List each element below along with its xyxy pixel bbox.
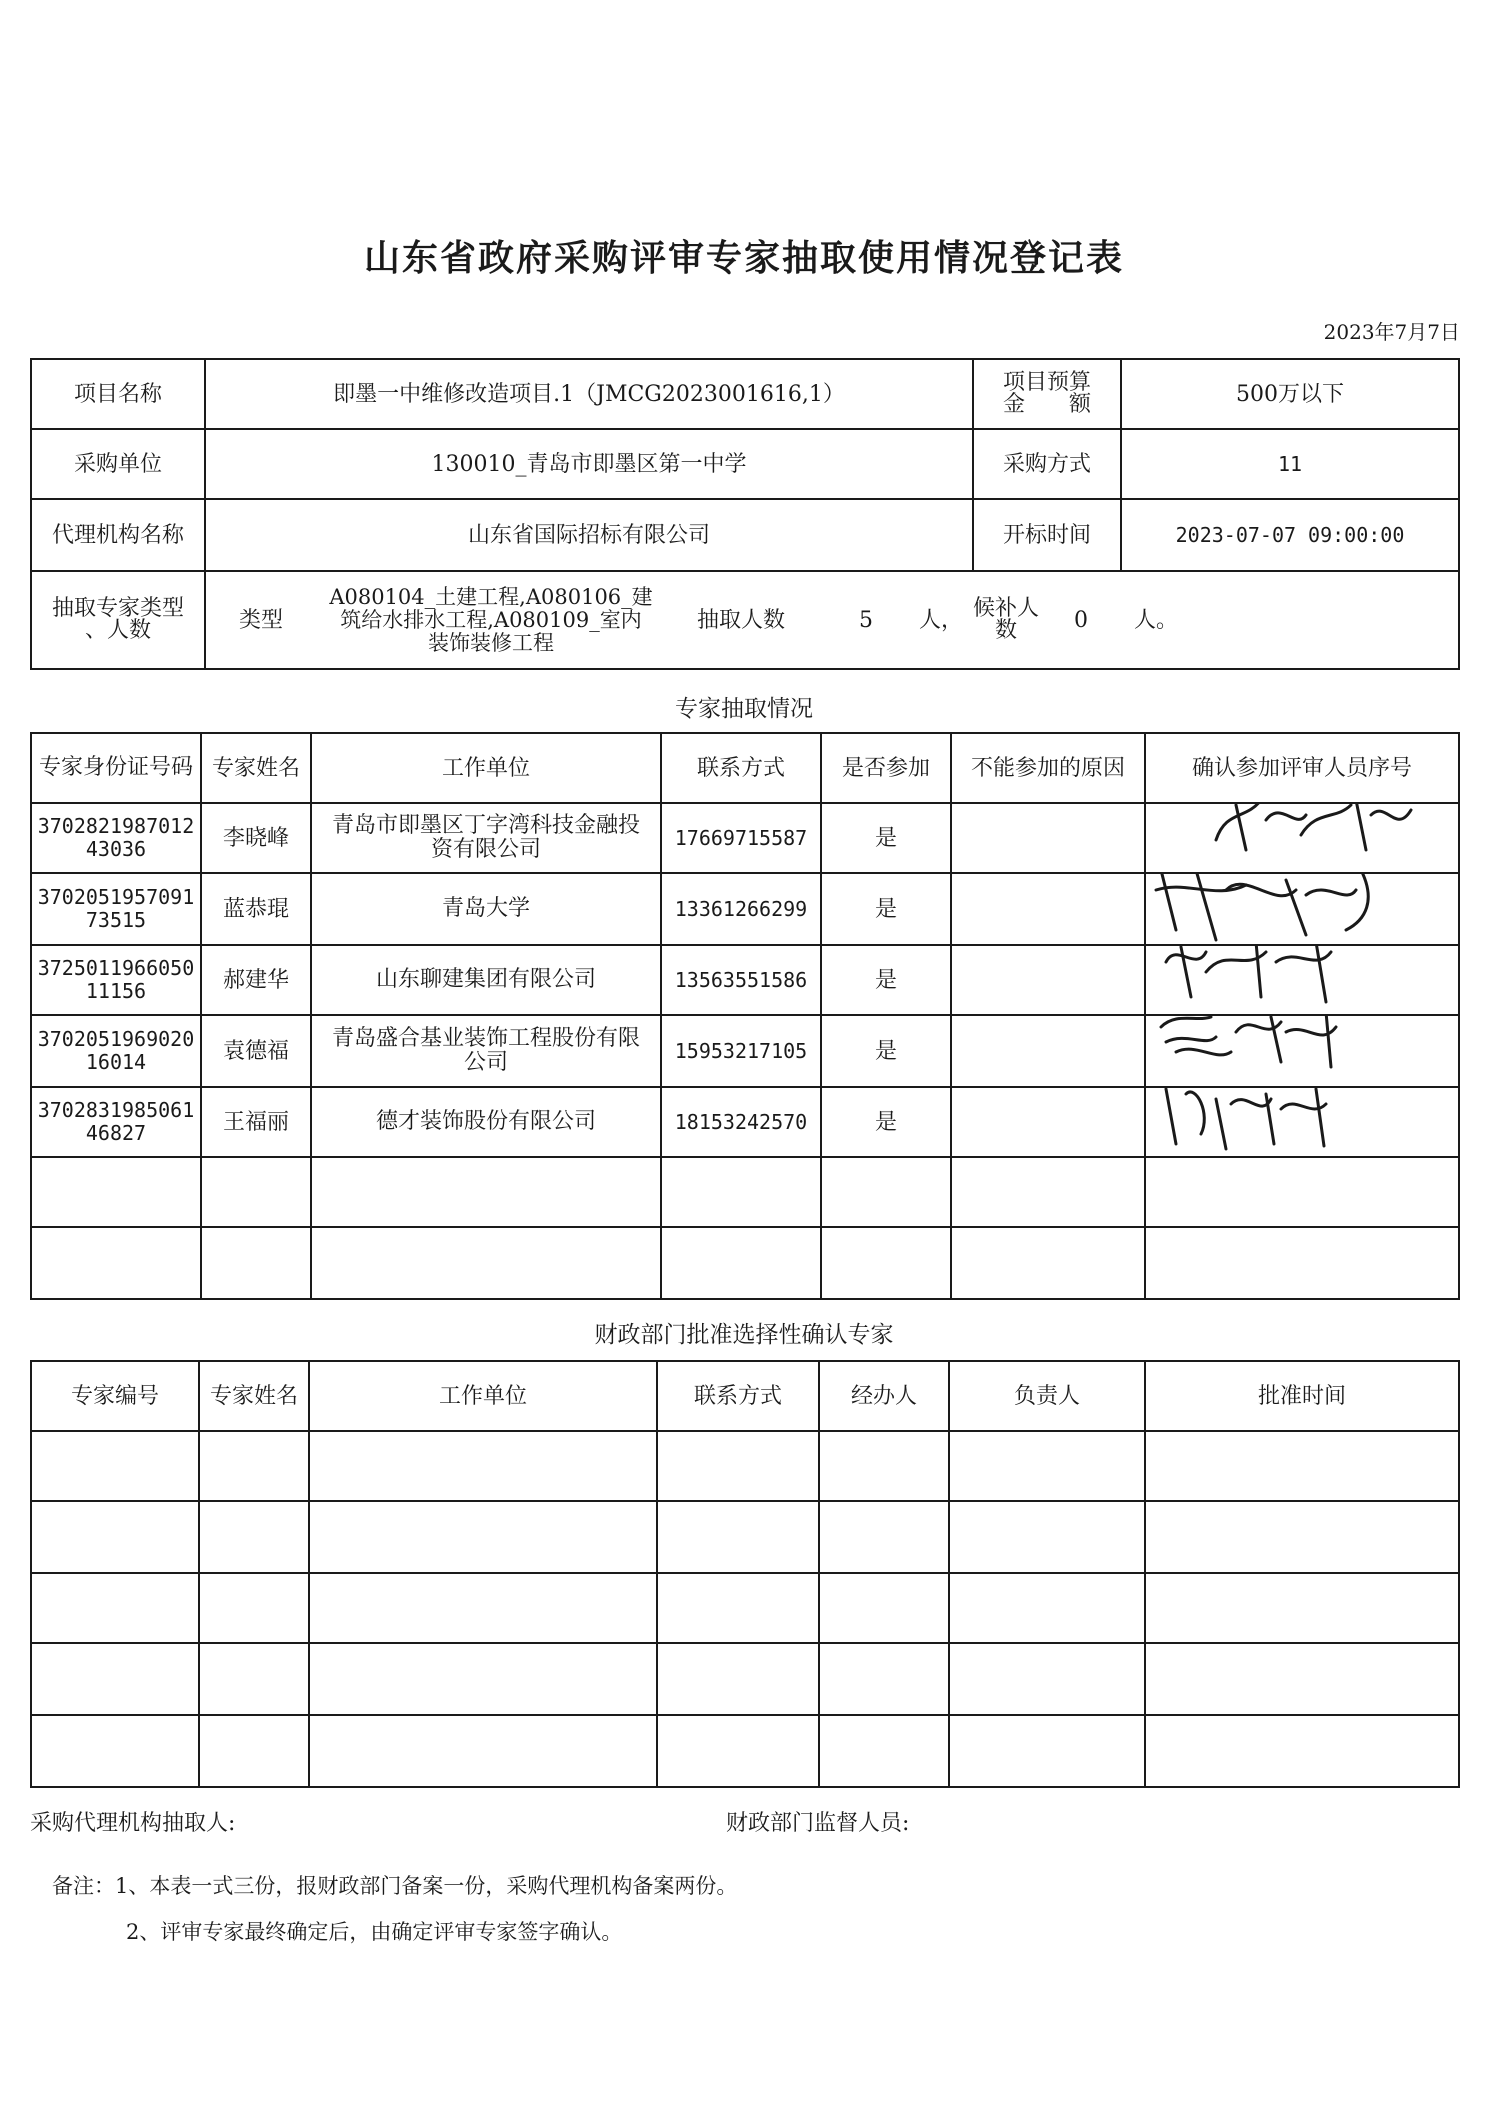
- header-name: 专家姓名: [201, 733, 311, 803]
- project-info-table: [30, 358, 1460, 670]
- approval-empty-row: [31, 1431, 1459, 1501]
- expert-signature-cell: [1145, 1087, 1459, 1157]
- expert-org-line: 青岛市即墨区丁字湾科技金融投: [331, 813, 640, 838]
- extract-label-line-1: 抽取专家类型: [51, 596, 184, 621]
- handwritten-signature: [1206, 803, 1436, 873]
- signature-stroke: [1301, 805, 1351, 835]
- expert-id-line: 43036: [85, 837, 147, 861]
- type-value-line-1: A080104_土建工程,A080106_建: [329, 584, 653, 609]
- empty-cell: [31, 1501, 199, 1573]
- empty-cell: [309, 1501, 657, 1573]
- empty-cell: [309, 1715, 657, 1787]
- empty-cell: [199, 1501, 309, 1573]
- project-name-row: [31, 359, 1459, 429]
- signature-stroke: [1356, 803, 1366, 850]
- signature-stroke: [1166, 952, 1206, 962]
- buyer-row: [31, 429, 1459, 499]
- empty-cell: [199, 1573, 309, 1643]
- expert-id-line: 16014: [85, 1050, 147, 1074]
- empty-cell: [31, 1157, 201, 1227]
- empty-cell: [199, 1431, 309, 1501]
- expert-attend: 是: [821, 803, 951, 873]
- agency-label: 代理机构名称: [31, 499, 205, 571]
- experts-section-title: 专家抽取情况: [675, 696, 813, 722]
- handwritten-signature: [1156, 1087, 1386, 1157]
- count-unit: 人，: [918, 607, 963, 633]
- empty-cell: [821, 1157, 951, 1227]
- empty-cell: [949, 1501, 1145, 1573]
- expert-id-line: 46827: [85, 1121, 147, 1145]
- expert-org-line: 资有限公司: [430, 837, 541, 862]
- expert-org-line: 山东聊建集团有限公司: [375, 967, 596, 992]
- empty-cell: [31, 1227, 201, 1299]
- expert-id-cell: [31, 873, 201, 945]
- expert-reason: [951, 803, 1145, 873]
- expert-name: 李晓峰: [201, 803, 311, 873]
- empty-cell: [657, 1643, 819, 1715]
- expert-org-line: 青岛盛合基业装饰工程股份有限: [331, 1026, 640, 1051]
- signature-stroke: [1196, 873, 1216, 940]
- extract-row: [31, 571, 1459, 669]
- empty-cell: [951, 1157, 1145, 1227]
- expert-name: 王福丽: [201, 1087, 311, 1157]
- alt-label-line-1: 候补人: [972, 596, 1039, 621]
- expert-phone: 13563551586: [661, 945, 821, 1015]
- expert-id-cell: [31, 945, 201, 1015]
- form-title: 山东省政府采购评审专家抽取使用情况登记表: [363, 237, 1124, 279]
- expert-org-line: 德才装饰股份有限公司: [375, 1109, 596, 1134]
- signature-stroke: [1161, 1017, 1211, 1027]
- header-id: [31, 733, 201, 803]
- signature-stroke: [1161, 873, 1176, 930]
- alt-label: [966, 598, 1046, 642]
- empty-cell: [1145, 1227, 1459, 1299]
- empty-cell: [821, 1227, 951, 1299]
- approval-header-row: [31, 1361, 1459, 1431]
- empty-cell: [819, 1431, 949, 1501]
- agency-extractor-label: 采购代理机构抽取人:: [30, 1811, 236, 1836]
- header-confirm: 确认参加评审人员序号: [1145, 733, 1459, 803]
- experts-table: [30, 732, 1460, 1300]
- approval-empty-row: [31, 1501, 1459, 1573]
- approval-section-title: 财政部门批准选择性确认专家: [594, 1322, 894, 1348]
- header-id-text: 专家身份证号码: [38, 755, 193, 780]
- type-value: [316, 586, 666, 655]
- expert-org-cell: [311, 945, 661, 1015]
- signature-stroke: [1306, 890, 1356, 895]
- empty-cell: [31, 1573, 199, 1643]
- expert-id-line: 11156: [85, 979, 147, 1003]
- signature-stroke: [1316, 945, 1326, 1002]
- empty-cell: [657, 1431, 819, 1501]
- expert-rows: [31, 803, 1459, 1157]
- expert-row: [31, 1015, 1459, 1087]
- signature-stroke: [1326, 1015, 1331, 1067]
- approval-rows: [31, 1431, 1459, 1787]
- signature-stroke: [1316, 1089, 1324, 1146]
- agency-row: [31, 499, 1459, 571]
- empty-cell: [949, 1573, 1145, 1643]
- expert-attend: 是: [821, 945, 951, 1015]
- buyer-label: 采购单位: [31, 429, 205, 499]
- empty-cell: [31, 1715, 199, 1787]
- expert-row: [31, 945, 1459, 1015]
- empty-cell: [201, 1227, 311, 1299]
- method-value: 11: [1121, 429, 1459, 499]
- extract-label-line-2: 、人数: [84, 618, 151, 643]
- empty-cell: [199, 1715, 309, 1787]
- expert-id-cell: [31, 1087, 201, 1157]
- empty-cell: [661, 1227, 821, 1299]
- expert-id-line: 3702051957091: [37, 885, 195, 909]
- alt-unit: 人。: [1133, 607, 1178, 633]
- approval-header-org: 工作单位: [309, 1361, 657, 1431]
- expert-id-line: 3725011966050: [37, 956, 195, 980]
- expert-org-line: 公司: [463, 1050, 508, 1075]
- empty-cell: [819, 1573, 949, 1643]
- empty-cell: [949, 1643, 1145, 1715]
- agency-value: 山东省国际招标有限公司: [205, 499, 973, 571]
- project-name-label: 项目名称: [31, 359, 205, 429]
- approval-header-no: 专家编号: [31, 1361, 199, 1431]
- expert-org-cell: [311, 873, 661, 945]
- expert-reason: [951, 873, 1145, 945]
- expert-row: [31, 873, 1459, 945]
- empty-cell: [657, 1715, 819, 1787]
- expert-phone: 13361266299: [661, 873, 821, 945]
- empty-cell: [311, 1157, 661, 1227]
- open-time-label: 开标时间: [973, 499, 1121, 571]
- extract-detail-cell: [205, 571, 1459, 669]
- type-value-line-3: 装饰装修工程: [428, 630, 554, 655]
- empty-cell: [311, 1227, 661, 1299]
- empty-cell: [949, 1431, 1145, 1501]
- alt-count: 0: [1074, 607, 1088, 633]
- empty-cell: [201, 1157, 311, 1227]
- signature-stroke: [1266, 813, 1306, 820]
- approval-header-time: 批准时间: [1145, 1361, 1459, 1431]
- expert-reason: [951, 1015, 1145, 1087]
- signature-stroke: [1181, 947, 1191, 997]
- empty-cell: [31, 1431, 199, 1501]
- extract-label: [31, 571, 205, 669]
- empty-cell: [1145, 1573, 1459, 1643]
- expert-phone: 18153242570: [661, 1087, 821, 1157]
- expert-empty-row: [31, 1157, 1459, 1227]
- buyer-value: 130010_青岛市即墨区第一中学: [205, 429, 973, 499]
- expert-name: 袁德福: [201, 1015, 311, 1087]
- signature-stroke: [1186, 1092, 1204, 1134]
- expert-name: 郝建华: [201, 945, 311, 1015]
- signature-stroke: [1256, 945, 1261, 997]
- approval-header-handler: 经办人: [819, 1361, 949, 1431]
- expert-name: 蓝恭琨: [201, 873, 311, 945]
- empty-cell: [199, 1643, 309, 1715]
- empty-cell: [1145, 1715, 1459, 1787]
- expert-id-line: 3702051969020: [37, 1027, 195, 1051]
- empty-cell: [1145, 1157, 1459, 1227]
- finance-supervisor-label: 财政部门监督人员:: [726, 1811, 910, 1836]
- note-line-1: 备注：1、本表一式三份，报财政部门备案一份，采购代理机构备案两份。: [52, 1874, 738, 1898]
- expert-id-line: 73515: [85, 908, 147, 932]
- alt-label-line-2: 数: [994, 618, 1017, 643]
- expert-signature-cell: [1145, 873, 1459, 945]
- empty-cell: [309, 1643, 657, 1715]
- empty-cell: [819, 1501, 949, 1573]
- header-org: 工作单位: [311, 733, 661, 803]
- expert-phone: 17669715587: [661, 803, 821, 873]
- type-label: 类型: [238, 607, 283, 633]
- expert-org-cell: [311, 803, 661, 873]
- approval-header-phone: 联系方式: [657, 1361, 819, 1431]
- header-reason: 不能参加的原因: [951, 733, 1145, 803]
- signature-stroke: [1371, 810, 1411, 819]
- budget-label-line-2: 金 额: [1002, 392, 1091, 417]
- empty-cell: [819, 1643, 949, 1715]
- empty-cell: [819, 1715, 949, 1787]
- expert-attend: 是: [821, 873, 951, 945]
- expert-phone: 15953217105: [661, 1015, 821, 1087]
- signature-stroke: [1216, 1099, 1226, 1149]
- empty-cell: [661, 1157, 821, 1227]
- budget-label-line-1: 项目预算: [1002, 370, 1091, 395]
- signature-stroke: [1231, 1099, 1271, 1106]
- budget-value: 500万以下: [1121, 359, 1459, 429]
- approval-empty-row: [31, 1573, 1459, 1643]
- expert-reason: [951, 945, 1145, 1015]
- empty-cell: [951, 1227, 1145, 1299]
- signature-stroke: [1276, 952, 1331, 962]
- approval-table: [30, 1360, 1460, 1788]
- empty-cell: [309, 1573, 657, 1643]
- expert-org-cell: [311, 1087, 661, 1157]
- expert-row: [31, 803, 1459, 873]
- header-attend: 是否参加: [821, 733, 951, 803]
- handwritten-signature: [1156, 945, 1386, 1015]
- expert-id-line: 3702831985061: [37, 1098, 195, 1122]
- signature-stroke: [1176, 1049, 1231, 1055]
- empty-cell: [1145, 1643, 1459, 1715]
- handwritten-signature: [1156, 1015, 1386, 1087]
- approval-header-name: 专家姓名: [199, 1361, 309, 1431]
- expert-id-line: 3702821987012: [37, 814, 195, 838]
- note-line-2: 2、评审专家最终确定后，由确定评审专家签字确认。: [126, 1920, 623, 1944]
- expert-attend: 是: [821, 1087, 951, 1157]
- empty-cell: [309, 1431, 657, 1501]
- approval-empty-row: [31, 1643, 1459, 1715]
- budget-label: [973, 359, 1121, 429]
- expert-org-cell: [311, 1015, 661, 1087]
- expert-id-cell: [31, 1015, 201, 1087]
- signature-stroke: [1166, 1037, 1216, 1042]
- signature-stroke: [1166, 1089, 1176, 1144]
- expert-id-cell: [31, 803, 201, 873]
- expert-signature-cell: [1145, 1015, 1459, 1087]
- expert-org-line: 青岛大学: [441, 896, 530, 921]
- handwritten-signature: [1156, 873, 1386, 945]
- expert-signature-cell: [1145, 803, 1459, 873]
- expert-attend: 是: [821, 1015, 951, 1087]
- empty-cell: [1145, 1501, 1459, 1573]
- open-time-value: 2023-07-07 09:00:00: [1121, 499, 1459, 571]
- empty-cell: [31, 1643, 199, 1715]
- type-value-line-2: 筑给水排水工程,A080109_室内: [340, 607, 642, 632]
- signature-stroke: [1286, 880, 1306, 935]
- empty-cell: [657, 1501, 819, 1573]
- expert-signature-cell: [1145, 945, 1459, 1015]
- count-value: 5: [859, 607, 873, 633]
- project-name-value: 即墨一中维修改造项目.1（JMCG2023001616,1）: [205, 359, 973, 429]
- empty-cell: [949, 1715, 1145, 1787]
- expert-empty-row: [31, 1227, 1459, 1299]
- empty-cell: [657, 1573, 819, 1643]
- experts-header-row: [31, 733, 1459, 803]
- approval-header-manager: 负责人: [949, 1361, 1145, 1431]
- method-label: 采购方式: [973, 429, 1121, 499]
- expert-row: [31, 1087, 1459, 1157]
- expert-reason: [951, 1087, 1145, 1157]
- header-phone: 联系方式: [661, 733, 821, 803]
- approval-empty-row: [31, 1715, 1459, 1787]
- count-label: 抽取人数: [696, 607, 785, 633]
- signature-stroke: [1346, 873, 1368, 930]
- empty-cell: [1145, 1431, 1459, 1501]
- form-date: 2023年7月7日: [1323, 320, 1460, 344]
